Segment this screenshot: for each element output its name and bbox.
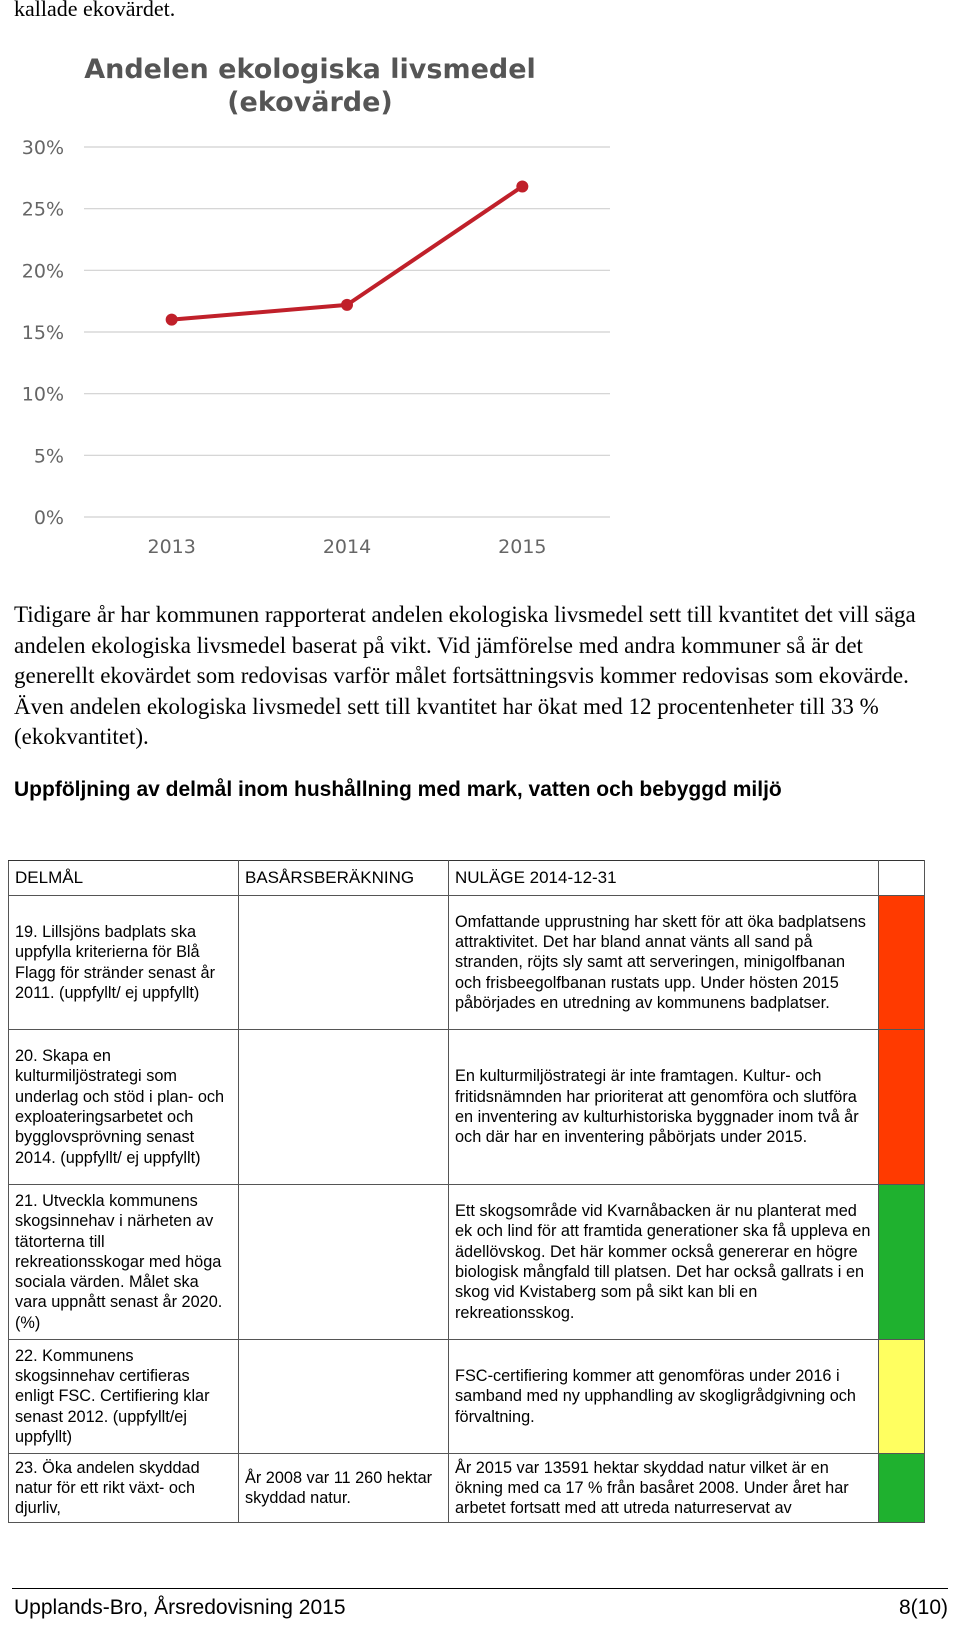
header-delmal: DELMÅL	[9, 861, 239, 896]
section-heading: Uppföljning av delmål inom hushållning med mark, vatten och bebyggd miljö	[14, 778, 782, 801]
data-point	[516, 180, 528, 192]
x-tick-label: 2015	[498, 536, 547, 558]
y-tick-label: 0%	[33, 507, 64, 529]
status-indicator	[879, 1030, 925, 1185]
y-tick-label: 20%	[21, 260, 64, 283]
x-tick-label: 2013	[147, 536, 196, 558]
base-cell	[239, 1185, 449, 1340]
data-point	[166, 314, 178, 326]
y-tick-label: 30%	[21, 137, 64, 159]
status-text-cell: Omfattande upprustning har skett för att öka badplatsens attraktivitet. Det har bland annat vänts all sand på stranden, röjts sly samt att serveringen, minigolfbanan och frisbeegolfbanan rustats upp. Under hösten 2015 påbörjades en utredning av kommunens badplatser.	[449, 896, 879, 1030]
footer-title: Upplands-Bro, Årsredovisning 2015	[14, 1596, 346, 1619]
page-text-fragment: kallade ekovärdet.	[14, 0, 176, 21]
status-indicator	[879, 1454, 925, 1523]
status-text-cell: FSC-certifiering kommer att genomföras under 2016 i samband med ny upphandling av skogligrådgivning och förvaltning.	[449, 1340, 879, 1454]
y-tick-label: 5%	[33, 445, 64, 468]
table-row	[9, 896, 925, 1030]
chart-title-line-2: (ekovärde)	[227, 87, 393, 118]
status-text-cell: Ett skogsområde vid Kvarnåbacken är nu planterat med ek och lind för att framtida generationer ska få uppleva en ädellövskog. Det här kommer också genererar en högre biologisk mångfald till platsen. Det har också gallrats i en skog vid Kvistaberg som på sikt kan bli en rekreationsskog.	[449, 1185, 879, 1340]
body-paragraph: Tidigare år har kommunen rapporterat andelen ekologiska livsmedel sett till kvantitet det vill säga andelen ekologiska livsmedel baserat på vikt. Vid jämförelse med andra kommuner så är det generellt ekovärdet som redovisas varför målet fortsättningsvis kommer redovisas som ekovärde. Även andelen ekologiska livsmedel sett till kvantitet har ökat med 12 procentenheter till 33 % (ekokvantitet).	[14, 602, 916, 749]
x-tick-label: 2014	[322, 536, 372, 558]
goal-cell: 19. Lillsjöns badplats ska uppfylla kriterierna för Blå Flagg för stränder senast år 2011. (uppfyllt/ ej uppfyllt)	[9, 896, 239, 1030]
base-cell: År 2008 var 11 260 hektar skyddad natur.	[239, 1454, 449, 1523]
base-cell	[239, 1340, 449, 1454]
y-tick-label: 15%	[21, 322, 64, 344]
goal-cell: 22. Kommunens skogsinnehav certifieras enligt FSC. Certifiering klar senast 2012. (uppfyllt/ej uppfyllt)	[9, 1340, 239, 1454]
table-row	[9, 1340, 925, 1454]
header-basarsberakning: BASÅRSBERÄKNING	[239, 861, 449, 896]
goal-cell: 21. Utveckla kommunens skogsinnehav i närheten av tätorterna till rekreationsskogar med höga sociala värden. Målet ska vara uppnått senast år 2020. (%)	[9, 1185, 239, 1340]
header-nulage: NULÄGE 2014-12-31	[449, 861, 879, 896]
goals-table	[8, 860, 925, 1523]
status-text-cell: År 2015 var 13591 hektar skyddad natur vilket är en ökning med ca 17 % från basåret 2008. Under året har arbetet fortsatt med att utreda naturreservat av	[449, 1454, 879, 1523]
status-indicator	[879, 1185, 925, 1340]
table-row	[9, 1454, 925, 1523]
base-cell	[239, 896, 449, 1030]
y-tick-label: 25%	[21, 198, 64, 221]
base-cell	[239, 1030, 449, 1185]
page-number: 8(10)	[898, 1596, 948, 1619]
status-indicator	[879, 1340, 925, 1454]
table-row	[9, 1030, 925, 1185]
footer-divider	[12, 1588, 948, 1589]
status-indicator	[879, 896, 925, 1030]
table-row	[9, 1185, 925, 1340]
data-point	[341, 299, 353, 311]
header-status	[879, 861, 925, 896]
ekovarde-line-chart	[14, 40, 644, 590]
status-text-cell: En kulturmiljöstrategi är inte framtagen. Kultur- och fritidsnämnden har prioriterat att genomföra och slutföra en inventering av kulturhistoriska byggnader inom två år och där har en inventering påbörjats under 2015.	[449, 1030, 879, 1185]
goal-cell: 23. Öka andelen skyddad natur för ett rikt växt- och djurliv,	[9, 1454, 239, 1523]
chart-title-line-1: Andelen ekologiska livsmedel	[84, 54, 536, 85]
y-tick-label: 10%	[21, 383, 64, 406]
goal-cell: 20. Skapa en kulturmiljöstrategi som underlag och stöd i plan- och exploateringsarbetet och bygglovsprövning senast 2014. (uppfyllt/ ej uppfyllt)	[9, 1030, 239, 1185]
table-header-row	[9, 861, 925, 896]
